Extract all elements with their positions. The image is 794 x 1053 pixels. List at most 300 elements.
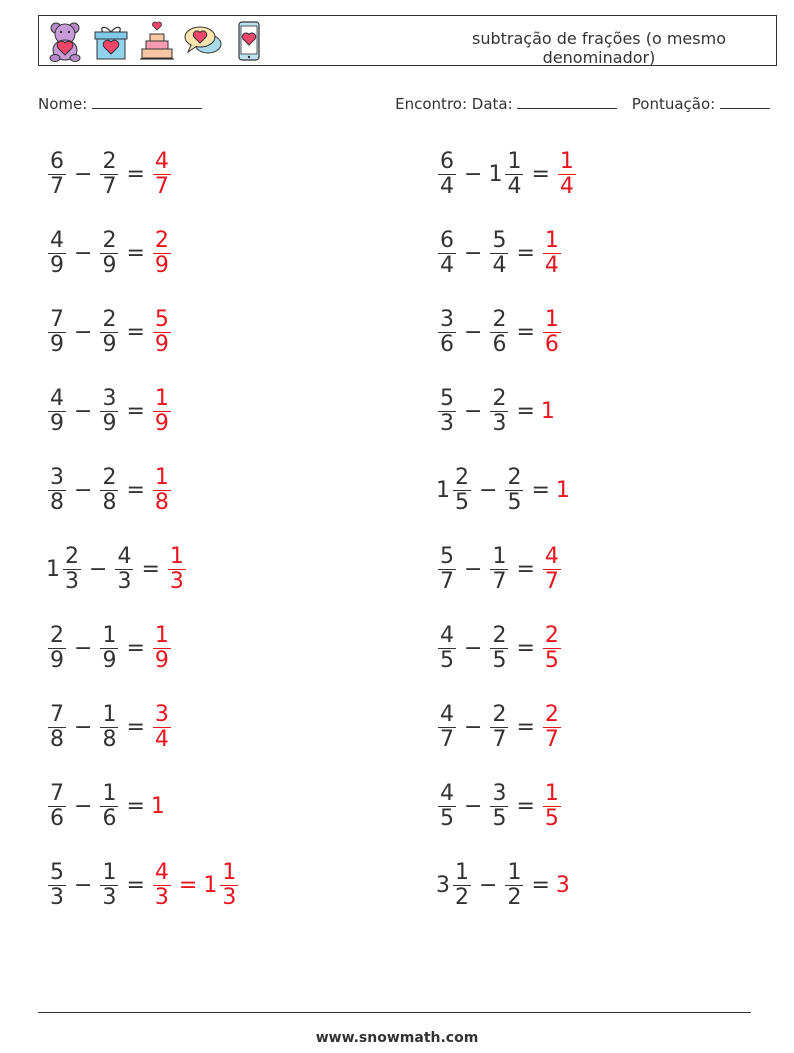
subtrahend-denominator: 7 — [492, 568, 507, 594]
answer-term-denominator: 3 — [154, 884, 169, 910]
answer-term-denominator: 9 — [154, 410, 169, 436]
score-label: Pontuação: — [631, 95, 716, 113]
problem-20 — [436, 855, 571, 915]
subtrahend — [503, 466, 525, 515]
subtrahend-numerator: 2 — [492, 385, 507, 411]
equals-sign: = — [126, 714, 145, 740]
minuend-numerator: 2 — [65, 543, 79, 569]
equals-sign: = — [516, 635, 535, 661]
problem-19 — [46, 855, 240, 915]
smartphone-heart-icon — [229, 20, 269, 62]
minuend-fraction — [48, 229, 66, 278]
minuend-numerator: 4 — [440, 622, 454, 648]
subtrahend-fraction — [100, 861, 118, 910]
minuend-fraction — [48, 861, 66, 910]
minuend-denominator: 4 — [440, 252, 454, 278]
minuend-fraction — [48, 150, 66, 199]
minuend-denominator: 6 — [50, 805, 64, 831]
problem-3 — [46, 223, 173, 283]
answer-term-numerator: 1 — [154, 622, 169, 648]
answer-term — [556, 478, 571, 503]
minuend-numerator: 7 — [50, 701, 64, 727]
answer-term-fraction — [543, 624, 561, 673]
minus-sign: − — [464, 240, 483, 266]
minuend-denominator: 6 — [440, 331, 454, 357]
answer — [541, 545, 563, 594]
minus-sign: − — [74, 240, 93, 266]
equals-sign: = — [126, 635, 145, 661]
minuend — [436, 703, 458, 752]
problem-16 — [436, 697, 563, 757]
minuend-numerator: 2 — [455, 464, 469, 490]
subtrahend — [98, 624, 120, 673]
answer-term-fraction — [153, 466, 171, 515]
name-blank[interactable] — [92, 94, 202, 109]
minuend-numerator: 6 — [440, 148, 454, 174]
answer-term-whole: 3 — [555, 872, 570, 898]
answer — [151, 387, 173, 436]
answer-term-denominator: 9 — [154, 331, 169, 357]
minuend-denominator: 7 — [440, 726, 454, 752]
answer-term — [151, 150, 173, 199]
answer-term-denominator: 4 — [559, 173, 574, 199]
subtrahend — [488, 703, 510, 752]
subtrahend-numerator: 5 — [492, 227, 507, 253]
subtrahend-numerator: 4 — [117, 543, 132, 569]
problem-14 — [436, 618, 563, 678]
speech-bubbles-heart-icon — [183, 20, 223, 62]
subtrahend — [98, 466, 120, 515]
minuend — [46, 782, 68, 831]
minuend — [436, 624, 458, 673]
minuend — [436, 387, 458, 436]
answer-term-whole: 1 — [150, 793, 165, 819]
minuend-fraction — [48, 466, 66, 515]
answer-term-denominator: 4 — [154, 726, 169, 752]
answer-term-fraction — [543, 308, 561, 357]
answer-term-numerator: 1 — [544, 306, 559, 332]
answer-term-numerator: 1 — [154, 385, 169, 411]
answer-equals-sign: = — [178, 872, 198, 898]
problem-15 — [46, 697, 173, 757]
answer-term-fraction — [543, 782, 561, 831]
minus-sign: − — [464, 319, 483, 345]
minuend — [46, 308, 68, 357]
minuend — [436, 545, 458, 594]
minuend-denominator: 2 — [455, 884, 469, 910]
minuend-fraction — [48, 308, 66, 357]
answer-term — [151, 703, 173, 752]
subtrahend-fraction — [505, 861, 523, 910]
answer-term-whole: 1 — [203, 872, 218, 898]
answer-term-fraction — [558, 150, 576, 199]
minuend-fraction — [438, 387, 456, 436]
teddy-bear-heart-icon — [45, 20, 85, 62]
subtrahend-numerator: 2 — [102, 227, 117, 253]
minuend-fraction — [438, 150, 456, 199]
minuend-numerator: 4 — [50, 385, 64, 411]
answer-term — [541, 782, 563, 831]
problem-10 — [436, 460, 571, 520]
minuend-numerator: 1 — [455, 859, 469, 885]
answer — [166, 545, 188, 594]
answer-term — [541, 703, 563, 752]
subtrahend — [98, 861, 120, 910]
equals-sign: = — [126, 240, 145, 266]
problem-13 — [46, 618, 173, 678]
answer — [151, 466, 173, 515]
subtrahend-denominator: 3 — [102, 884, 117, 910]
answer-term-numerator: 2 — [154, 227, 169, 253]
equals-sign: = — [126, 398, 145, 424]
subtrahend-fraction — [115, 545, 133, 594]
subtrahend-fraction — [490, 545, 508, 594]
gift-box-heart-icon — [91, 20, 131, 62]
subtrahend — [503, 861, 525, 910]
equals-sign: = — [516, 398, 535, 424]
problem-6 — [436, 302, 563, 362]
subtrahend-numerator: 1 — [507, 859, 522, 885]
subtrahend-denominator: 8 — [102, 726, 117, 752]
minuend-denominator: 7 — [50, 173, 64, 199]
subtrahend — [113, 545, 135, 594]
minuend-numerator: 5 — [440, 543, 454, 569]
answer-term-denominator: 7 — [154, 173, 169, 199]
answer-term-numerator: 5 — [154, 306, 169, 332]
subtrahend — [488, 150, 525, 199]
answer-term-numerator: 4 — [544, 543, 559, 569]
minus-sign: − — [464, 793, 483, 819]
minus-sign: − — [89, 556, 108, 582]
subtrahend-numerator: 3 — [492, 780, 507, 806]
subtrahend-denominator: 3 — [492, 410, 507, 436]
minuend-denominator: 8 — [50, 489, 64, 515]
header-icons — [45, 20, 269, 62]
footer-url: www.snowmath.com — [315, 1030, 479, 1046]
minus-sign: − — [74, 793, 93, 819]
subtrahend-fraction — [100, 624, 118, 673]
minus-sign: − — [74, 319, 93, 345]
subtrahend-numerator: 3 — [102, 385, 117, 411]
subtrahend-denominator: 7 — [102, 173, 117, 199]
date-label: Data: — [471, 95, 513, 113]
minuend-numerator: 3 — [440, 306, 454, 332]
subtrahend-fraction — [100, 703, 118, 752]
subtrahend-numerator: 2 — [102, 464, 117, 490]
subtrahend — [98, 308, 120, 357]
minuend — [436, 308, 458, 357]
minuend-numerator: 4 — [50, 227, 64, 253]
minuend-numerator: 5 — [50, 859, 64, 885]
subtrahend-fraction — [100, 466, 118, 515]
answer-term — [151, 466, 173, 515]
minuend — [46, 229, 68, 278]
minuend — [436, 229, 458, 278]
minuend-fraction — [48, 782, 66, 831]
minus-sign: − — [74, 398, 93, 424]
subtrahend-fraction — [490, 229, 508, 278]
minuend-fraction — [438, 308, 456, 357]
name-label: Nome: — [38, 95, 88, 113]
subtrahend — [488, 308, 510, 357]
minus-sign: − — [464, 556, 483, 582]
minuend-denominator: 8 — [50, 726, 64, 752]
answer-term-denominator: 3 — [222, 884, 237, 910]
answer-term-whole: 1 — [540, 398, 555, 424]
minuend-numerator: 7 — [50, 780, 64, 806]
problem-7 — [46, 381, 173, 441]
subtrahend — [98, 229, 120, 278]
answer — [541, 229, 563, 278]
answer-term-denominator: 7 — [544, 568, 559, 594]
answer-term-fraction — [153, 229, 171, 278]
subtrahend-denominator: 8 — [102, 489, 117, 515]
answer-term-numerator: 1 — [559, 148, 574, 174]
minuend-denominator: 9 — [50, 252, 64, 278]
minuend — [46, 861, 68, 910]
date-blank[interactable] — [517, 94, 617, 109]
subtrahend — [98, 703, 120, 752]
minuend-denominator: 5 — [455, 489, 469, 515]
minuend-numerator: 5 — [440, 385, 454, 411]
minus-sign: − — [74, 635, 93, 661]
subtrahend-denominator: 5 — [507, 489, 522, 515]
minuend-denominator: 5 — [440, 805, 454, 831]
equals-sign: = — [126, 319, 145, 345]
subtrahend-numerator: 1 — [102, 622, 117, 648]
answer-term-denominator: 3 — [169, 568, 184, 594]
minuend-fraction — [63, 545, 81, 594]
subtrahend-whole: 1 — [488, 161, 503, 187]
answer — [541, 782, 563, 831]
subtrahend-denominator: 9 — [102, 410, 117, 436]
minuend — [436, 466, 473, 515]
minuend-numerator: 3 — [50, 464, 64, 490]
minus-sign: − — [464, 161, 483, 187]
subtrahend-numerator: 1 — [102, 859, 117, 885]
answer — [151, 150, 173, 199]
subtrahend-fraction — [505, 150, 523, 199]
answer-term-numerator: 4 — [154, 859, 169, 885]
subtrahend-numerator: 1 — [102, 780, 117, 806]
subtrahend-denominator: 9 — [102, 331, 117, 357]
answer-term — [166, 545, 188, 594]
subtrahend-fraction — [100, 308, 118, 357]
answer-term-fraction — [153, 387, 171, 436]
subtrahend — [98, 150, 120, 199]
answer-term-fraction — [168, 545, 186, 594]
problem-18 — [436, 776, 563, 836]
meeting-label: Encontro: — [395, 95, 468, 113]
subtrahend-numerator: 1 — [507, 148, 522, 174]
minus-sign: − — [74, 161, 93, 187]
minus-sign: − — [464, 714, 483, 740]
minuend — [436, 861, 473, 910]
answer — [541, 624, 563, 673]
problem-5 — [46, 302, 173, 362]
subtrahend — [488, 782, 510, 831]
minuend-numerator: 6 — [440, 227, 454, 253]
answer-term-whole: 1 — [555, 477, 570, 503]
page-title: subtração de frações (o mesmo denominador) — [472, 29, 726, 67]
problem-9 — [46, 460, 173, 520]
subtrahend-fraction — [490, 387, 508, 436]
answer — [556, 873, 571, 898]
subtrahend-denominator: 2 — [507, 884, 522, 910]
subtrahend-denominator: 9 — [102, 252, 117, 278]
answer — [151, 794, 166, 819]
minus-sign: − — [479, 477, 498, 503]
equals-sign: = — [126, 477, 145, 503]
answer — [556, 478, 571, 503]
problem-11 — [46, 539, 188, 599]
minuend-denominator: 5 — [440, 647, 454, 673]
subtrahend-fraction — [505, 466, 523, 515]
minuend — [436, 150, 458, 199]
answer-term-denominator: 9 — [154, 252, 169, 278]
subtrahend-denominator: 3 — [117, 568, 132, 594]
answer — [151, 308, 173, 357]
subtrahend-denominator: 7 — [492, 726, 507, 752]
problem-12 — [436, 539, 563, 599]
answer-term — [151, 794, 166, 819]
minuend-fraction — [438, 229, 456, 278]
subtrahend-fraction — [100, 229, 118, 278]
problem-2 — [436, 144, 578, 204]
subtrahend-numerator: 2 — [102, 306, 117, 332]
minuend — [46, 466, 68, 515]
answer-term — [556, 873, 571, 898]
subtrahend — [488, 624, 510, 673]
minuend-denominator: 4 — [440, 173, 454, 199]
minuend — [46, 545, 83, 594]
answer-term-fraction — [153, 308, 171, 357]
minuend — [436, 782, 458, 831]
equals-sign: = — [531, 161, 550, 187]
answer-term-numerator: 1 — [544, 227, 559, 253]
answer-term — [541, 624, 563, 673]
minuend-denominator: 7 — [440, 568, 454, 594]
minuend-whole: 1 — [436, 477, 450, 503]
minuend — [46, 624, 68, 673]
answer-term-denominator: 5 — [544, 647, 559, 673]
subtrahend — [488, 545, 510, 594]
subtrahend — [98, 782, 120, 831]
subtrahend — [488, 387, 510, 436]
minuend-denominator: 3 — [50, 884, 64, 910]
subtrahend-numerator: 2 — [492, 701, 507, 727]
minuend — [46, 703, 68, 752]
answer-term-fraction — [153, 150, 171, 199]
answer-term — [151, 308, 173, 357]
answer-term — [556, 150, 578, 199]
subtrahend-fraction — [490, 703, 508, 752]
subtrahend-numerator: 2 — [492, 622, 507, 648]
minuend-numerator: 2 — [50, 622, 64, 648]
minuend-numerator: 4 — [440, 780, 454, 806]
subtrahend-denominator: 4 — [507, 173, 522, 199]
minuend-fraction — [48, 624, 66, 673]
score-blank[interactable] — [720, 94, 770, 109]
answer — [541, 399, 556, 424]
name-field — [38, 94, 202, 113]
subtrahend-numerator: 2 — [492, 306, 507, 332]
answer-term-denominator: 9 — [154, 647, 169, 673]
answer-term-numerator: 1 — [154, 464, 169, 490]
minuend-denominator: 9 — [50, 331, 64, 357]
subtrahend-denominator: 6 — [492, 331, 507, 357]
subtrahend-denominator: 5 — [492, 647, 507, 673]
subtrahend-fraction — [490, 782, 508, 831]
subtrahend-fraction — [100, 387, 118, 436]
minuend — [46, 387, 68, 436]
answer-term — [151, 229, 173, 278]
answer-term — [151, 861, 173, 910]
answer-term-fraction — [543, 545, 561, 594]
answer-term-numerator: 1 — [544, 780, 559, 806]
subtrahend — [98, 387, 120, 436]
equals-sign: = — [516, 556, 535, 582]
answer — [556, 150, 578, 199]
subtrahend-fraction — [100, 150, 118, 199]
answer — [151, 624, 173, 673]
minuend-denominator: 9 — [50, 410, 64, 436]
subtrahend-fraction — [490, 308, 508, 357]
answer-term — [541, 399, 556, 424]
answer-term-fraction — [220, 861, 238, 910]
minuend-numerator: 6 — [50, 148, 64, 174]
equals-sign: = — [126, 872, 145, 898]
equals-sign: = — [126, 161, 145, 187]
subtrahend-numerator: 1 — [492, 543, 507, 569]
answer-term-numerator: 4 — [154, 148, 169, 174]
answer — [151, 861, 240, 910]
equals-sign: = — [516, 714, 535, 740]
answer-term-fraction — [153, 703, 171, 752]
subtrahend-denominator: 9 — [102, 647, 117, 673]
minus-sign: − — [464, 398, 483, 424]
minuend-whole: 3 — [436, 872, 450, 898]
answer-term-numerator: 3 — [154, 701, 169, 727]
equals-sign: = — [126, 793, 145, 819]
answer-term — [541, 545, 563, 594]
problem-8 — [436, 381, 556, 441]
minuend — [46, 150, 68, 199]
answer-term-fraction — [543, 703, 561, 752]
answer-term-numerator: 2 — [544, 622, 559, 648]
equals-sign: = — [531, 872, 550, 898]
subtrahend-denominator: 4 — [492, 252, 507, 278]
minuend-fraction — [438, 782, 456, 831]
answer-term-fraction — [543, 229, 561, 278]
equals-sign: = — [141, 556, 160, 582]
answer-term-denominator: 5 — [544, 805, 559, 831]
equals-sign: = — [531, 477, 550, 503]
equals-sign: = — [516, 319, 535, 345]
equals-sign: = — [516, 793, 535, 819]
answer — [541, 703, 563, 752]
answer-term-numerator: 1 — [169, 543, 184, 569]
subtrahend-numerator: 2 — [102, 148, 117, 174]
answer-term — [151, 624, 173, 673]
minus-sign: − — [464, 635, 483, 661]
subtrahend-numerator: 1 — [102, 701, 117, 727]
minus-sign: − — [479, 872, 498, 898]
minus-sign: − — [74, 714, 93, 740]
minuend-numerator: 7 — [50, 306, 64, 332]
answer-term — [541, 308, 563, 357]
answer-term-fraction — [153, 861, 171, 910]
